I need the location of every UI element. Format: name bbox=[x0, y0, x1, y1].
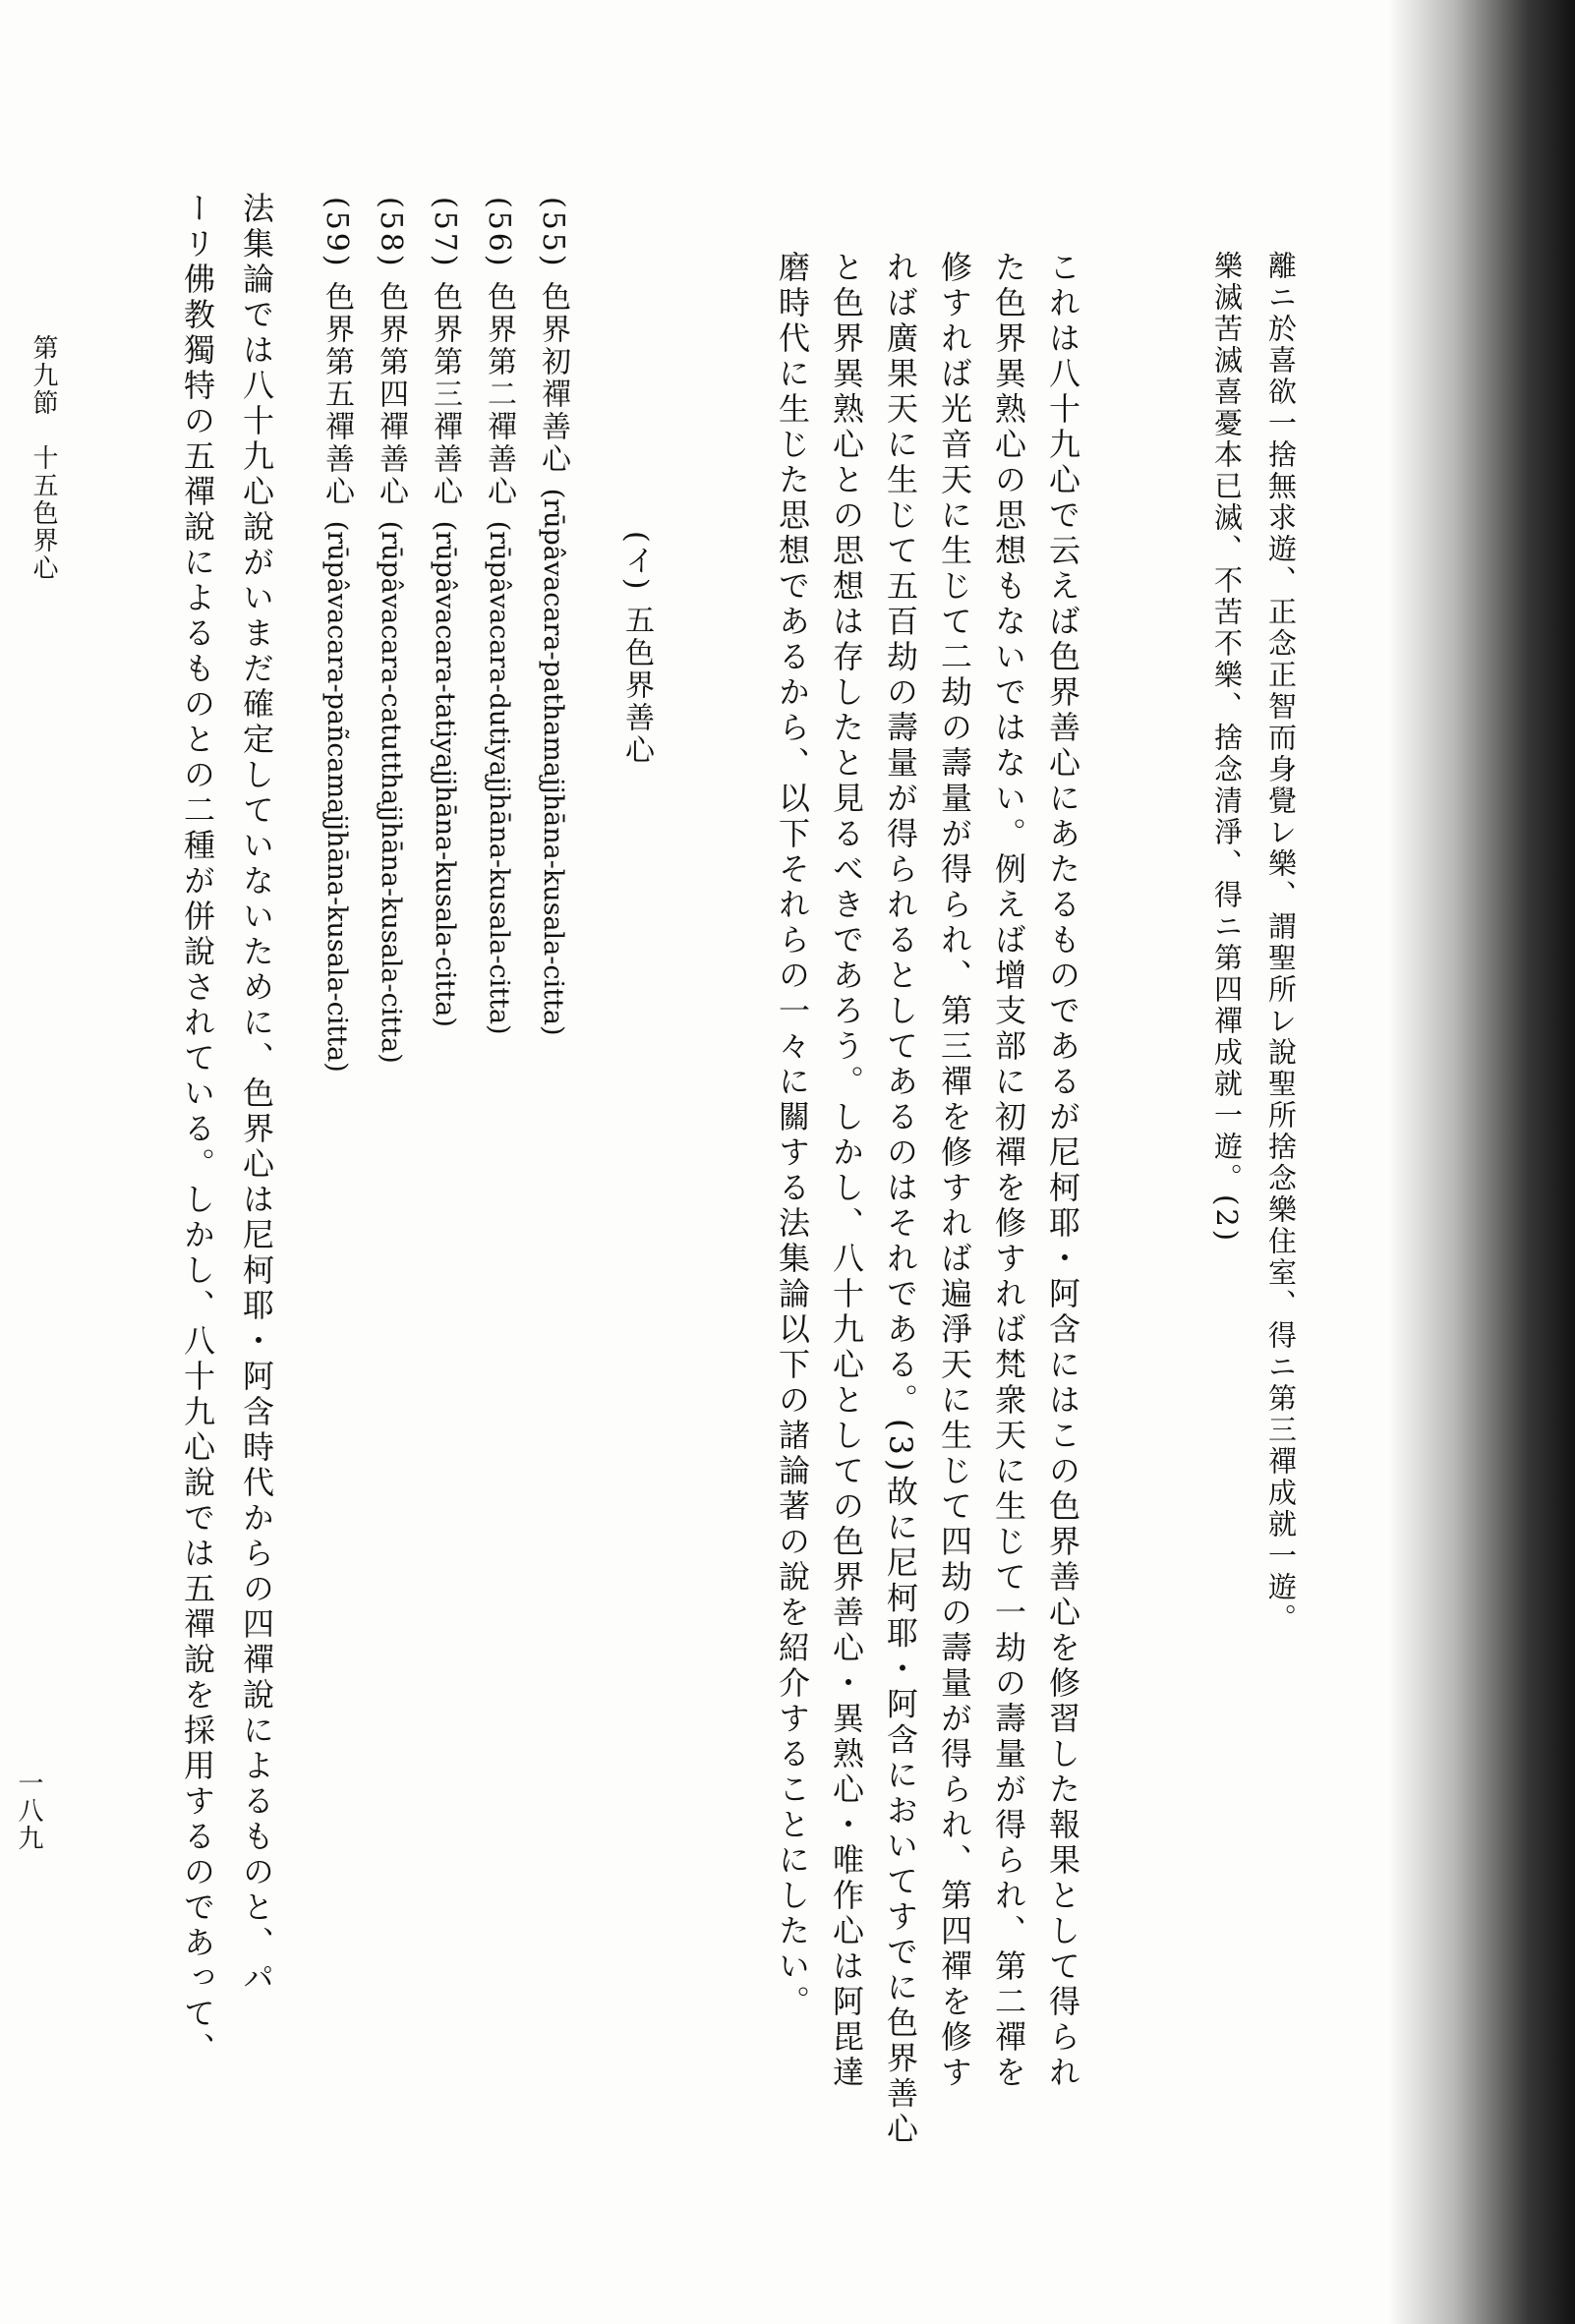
quote-line-2: 樂滅苦滅喜憂本已滅、不苦不樂、捨念清淨、得ニ第四禪成就一遊。(2) bbox=[1210, 251, 1244, 1245]
item-pali: (rūpâvacara-tatiyajjhāna-kusala-citta) bbox=[430, 520, 460, 1027]
item-number: (57) bbox=[428, 197, 462, 269]
item-japanese: 色界第三禪善心 bbox=[428, 281, 462, 509]
final-line-2: ーリ佛教獨特の五禪說によるものとの二種が併說されている。しかし、八十九心說では五禪說を採用するのであって、 bbox=[179, 192, 216, 2067]
running-footer: 第九節 十五色界心 bbox=[29, 334, 58, 582]
body-line-6: 磨時代に生じた思想であるから、以下それらの一々に關する法集論以下の諸論著の說を紹介することにしたい。 bbox=[774, 251, 811, 2020]
item-pali: (rūpâvacara-catutthajjhāna-kusala-citta) bbox=[376, 520, 406, 1064]
list-item bbox=[428, 197, 462, 1027]
page-edge-shadow bbox=[1388, 0, 1575, 2324]
item-japanese: 色界第四禪善心 bbox=[374, 281, 408, 509]
body-line-4: れば廣果天に生じて五百劫の壽量が得られるとしてあるのはそれである。(3)故に尼柯耶・阿含においてすでに色界善心 bbox=[882, 251, 919, 2148]
list-item bbox=[536, 197, 570, 1036]
item-pali: (rūpâvacara-pañcamajjhāna-kusala-citta) bbox=[321, 520, 352, 1073]
body-line-5: と色界異熟心との思想は存したと見るべきであろう。しかし、八十九心としての色界善心・異熟心・唯作心は阿毘達 bbox=[828, 251, 865, 2091]
body-line-3: 修すれば光音天に生じて二劫の壽量が得られ、第三禪を修すれば遍淨天に生じて四劫の壽量が得られ、第四禪を修す bbox=[936, 251, 973, 2091]
page-number: 一八九 bbox=[14, 1770, 43, 1852]
item-pali: (rūpâvacara-pathamajjhāna-kusala-citta) bbox=[538, 488, 568, 1036]
item-number: (58) bbox=[374, 197, 408, 269]
item-pali: (rūpâvacara-dutiyajjhāna-kusala-citta) bbox=[484, 520, 514, 1035]
item-number: (56) bbox=[482, 197, 516, 269]
body-line-1: これは八十九心で云えば色界善心にあたるものであるが尼柯耶・阿含にはこの色界善心を修習した報果として得られ bbox=[1044, 251, 1081, 2091]
quote-line-1: 離ニ於喜欲一捨無求遊、正念正智而身覺レ樂、謂聖所レ說聖所捨念樂住室、得ニ第三禪成就一遊。 bbox=[1264, 251, 1298, 1635]
item-japanese: 色界初禪善心 bbox=[536, 281, 570, 477]
list-item bbox=[320, 197, 354, 1073]
final-line-1: 法集論では八十九心說がいまだ確定していないために、色界心は尼柯耶・阿含時代からの四禪說によるものと、パ bbox=[238, 192, 275, 1997]
item-japanese: 色界第五禪善心 bbox=[320, 281, 354, 509]
list-item bbox=[374, 197, 408, 1064]
item-number: (55) bbox=[536, 197, 570, 269]
item-number: (59) bbox=[320, 197, 354, 269]
list-item bbox=[482, 197, 516, 1035]
item-japanese: 色界第二禪善心 bbox=[482, 281, 516, 509]
body-line-2: た色界異熟心の思想もないではない。例えば增支部に初禪を修すれば梵衆天に生じて一劫の壽量が得られ、第二禪を bbox=[990, 251, 1027, 2091]
section-heading: (イ) 五色界善心 bbox=[619, 531, 654, 767]
